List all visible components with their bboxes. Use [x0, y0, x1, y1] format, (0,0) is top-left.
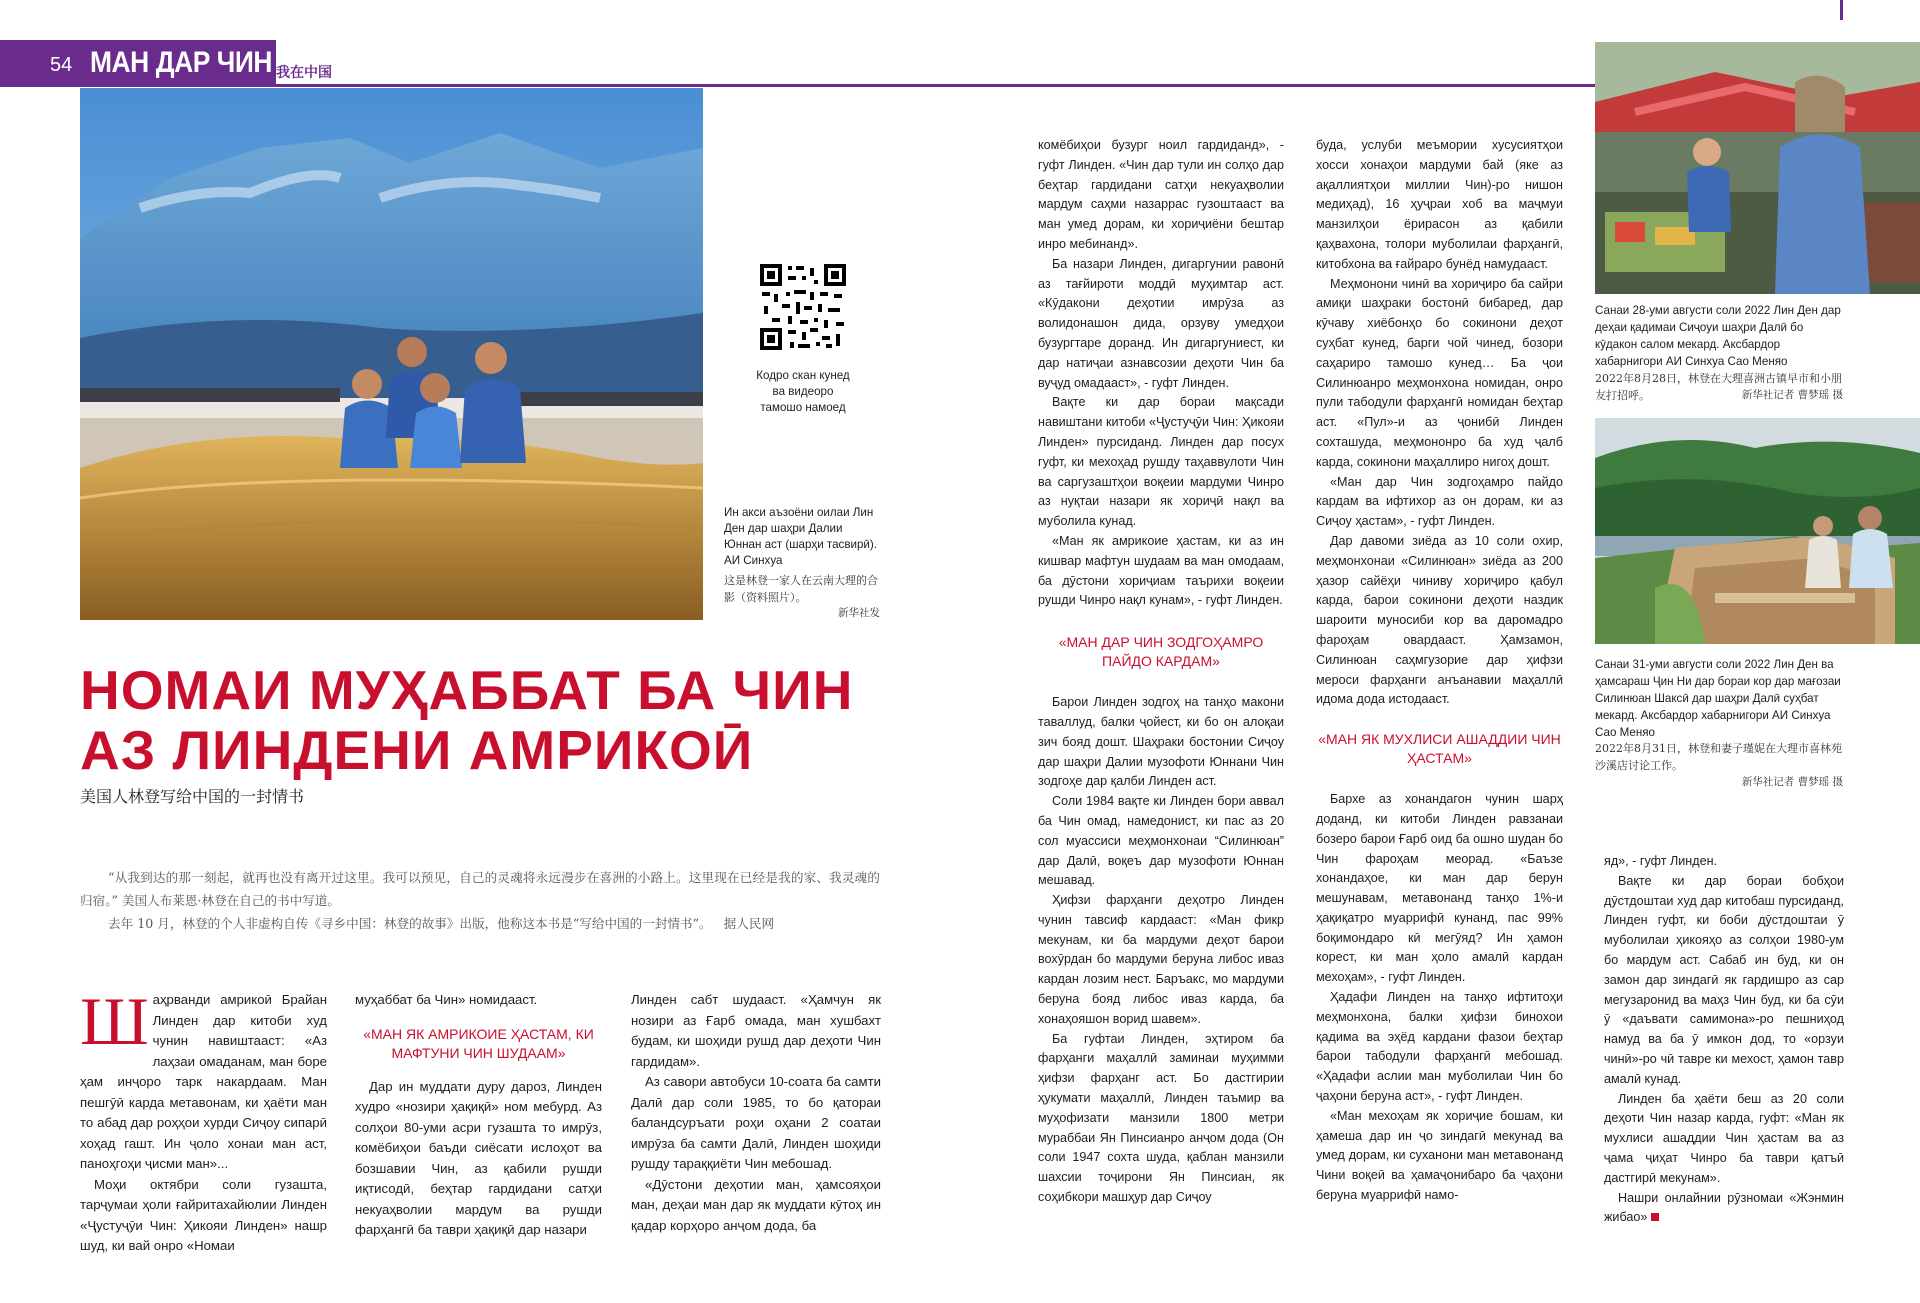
- market-photo-caption-cn: 2022年8月28日，林登在大理喜洲古镇早市和小朋友打招呼。: [1595, 372, 1842, 402]
- drop-cap: Ш: [80, 983, 149, 1059]
- garden-photo-credit: 新华社记者 曹梦瑶 摄: [1741, 776, 1843, 788]
- lead-cn: [80, 866, 880, 935]
- column-6: [1604, 852, 1844, 1228]
- header-rule: [0, 84, 1595, 87]
- market-photo-caption: Санаи 28-уми августи соли 2022 Лин Ден дар деҳаи қадимаи Сиҷоуи шаҳри Далӣ бо кӯдакон салом мекард. Аксбардор хабарнигори АИ Синхуа Сао Меняо: [1595, 304, 1841, 368]
- qr-code[interactable]: [758, 262, 848, 352]
- col3-para-2: Аз савори автобуси 10-соата ба самти Далӣ дар соли 1985, то бо қатораи баландсуръати роҳи оҳани 2 соатаи имрӯза ба самти Далӣ, Линден шоҳиди рушду тараққиёти Чин мебошад.: [631, 1074, 881, 1171]
- col5-subheading: «МАН ЯК МУХЛИСИ АШАДДИИ ЧИН ҲАСТАМ»: [1318, 731, 1561, 767]
- family-photo-caption: Ин акси аъзоёни оилаи Лин Ден дар шаҳри Далии Юннан аст (шарҳи тасвирӣ). АИ Синхуа: [724, 506, 877, 567]
- col6-para-4: [1604, 1189, 1844, 1229]
- col5-para-2: Меҳмонони чинӣ ва хориҷиро ба сайри амиқи шаҳраки бостонӣ бибаред, дар кӯчаву хиёбонҳо бо сокинони деҳот суҳбат кунед, барги чой чинед, бозори саҳариро тамошо кунед… Ба ҷои Силинюанро меҳмонхона номидан, онро пули табодули фарҳангӣ номидан беҳтар аст. «Пул»-и аз ҷонибӣ Линден сохташуда, меҳмононро ба худ ҷалб карда, сокинони маҳаллиро нигоҳ дошт.: [1316, 276, 1563, 469]
- col4-para-7: Ҳифзи фарҳанги деҳотро Линден чунин тавсиф кардааст: «Ман фикр мекунам, ки ба мардуми деҳот барои вохӯрдан бо мардуми беруна либос иваз кардан лозим нест. Баръакс, мо мардуми беруна бояд либос иваз карда, ба хонаҳояшон ворид шавем».: [1038, 893, 1284, 1026]
- col6-para-3: Линден ба ҳаёти беш аз 20 соли деҳоти Чин назар карда, гуфт: «Ман як мухлиси ашаддии Чин ҳастам ва аз ҷама ҷиҳат Чинро ба таври қатъӣ дастгирӣ мекунам».: [1604, 1091, 1844, 1185]
- garden-photo-caption-cn: 2022年8月31日，林登和妻子瑾妮在大理市喜林苑沙溪店讨论工作。: [1595, 742, 1842, 772]
- column-2: [355, 990, 602, 1241]
- col6-para-4-text: Нашри онлайнии рӯзномаи «Жэнмин жибао»: [1604, 1190, 1844, 1225]
- col6-para-1: яд», - гуфт Линден.: [1604, 854, 1718, 868]
- article-title: НОМАИ МУҲАББАТ БА ЧИН АЗ ЛИНДЕНИ АМРИКОӢ: [80, 659, 854, 781]
- column-5: [1316, 136, 1563, 1206]
- col4-para-3: Вақте ки дар бораи мақсади навиштани китоби «Ҷустуҷӯи Чин: Ҳикояи Линден» пурсиданд. Линден дар посух гуфт, ки мехоҳад рушду таҳаввулоти Чин ва саргузаштҳои воқеии мардуми Чинро аз нуқтаи назари як хориҷӣ нақл ва муболила кунад.: [1038, 395, 1284, 529]
- col5-para-4: Дар давоми зиёда аз 10 соли охир, меҳмонхонаи «Силинюан» зиёда аз 200 ҳазор сайёҳи чиниву хориҷиро қабул карда, барои сокинони деҳоти наздик шароити муносиби кор ва даромадро фароҳам овардааст. Ҳамзамон, Силинюан саҳмгузорие дар ҳифзи мероси фарҳанги анъанавии маҳаллӣ идома дода истодааст.: [1316, 533, 1563, 707]
- column-1: [80, 983, 327, 1257]
- col3-para-3: «Дӯстони деҳотии ман, ҳамсояҳои ман, деҳаи ман дар як муддати кӯтоҳ ин қадар корҳоро анҷом дода, ба: [631, 1176, 881, 1233]
- column-4: [1038, 136, 1284, 1208]
- family-photo: [80, 88, 703, 620]
- col1-para-1: аҳрванди амрикоӣ Брайан Линден дар китоби худ чунин навиштааст: «Аз лаҳзаи омаданам, ман боре ҳам инҷоро тарк накардаам. Ман пешгӯӣ карда метавонам, ки ҳаёти ман то абад дар роҳҳои хурди Сиҷоу сипарӣ хоҳад гашт. Ин ҷоло хонаи ман аст, паноҳгоҳи ҷисми ман»...: [80, 992, 327, 1171]
- garden-photo: [1595, 418, 1920, 644]
- col2-subheading: «МАН ЯК АМРИКОИЕ ҲАСТАМ, КИ МАФТУНИ ЧИН ШУДААМ»: [363, 1025, 594, 1061]
- col4-para-6: Соли 1984 вақте ки Линден бори аввал ба Чин омад, намедонист, ки пас аз 20 сол муассиси меҳмонхонаи “Силинюан” дар Далӣ, воқеъ дар музофоти Юннан мешавад.: [1038, 794, 1284, 888]
- col6-para-2: Вақте ки дар бораи бобҳои дӯстдоштаи худ дар китобаш пурсиданд, Линден гуфт, ки боби дӯстдоштаи ӯ муболилаи ҳикояҳо аз солҳои 1980-ум бо мардум аст. Сабаб ин буд, ки он замон дар зиндагӣ як гардишро аз сар мегузаронид ва маҳз Чин буд, ки ба сӯи ӯ «даъвати самимона»-ро пешниҳод намуд ва ба ӯ имкон дод, то «орзуи чинӣ»-ро чӣ тавре ки мехост, ҳамон тавр амалӣ кунад.: [1604, 873, 1844, 1086]
- col5-para-3: «Ман дар Чин зодгоҳамро пайдо кардам ва ифтихор аз он дорам, ки аз Сиҷоу ҳастам», - гуфт Линден.: [1316, 474, 1563, 529]
- col4-para-5: Барои Линден зодгоҳ на танҳо макони таваллуд, балки ҷойест, ки бо он алоқаи зич бояд дошт. Шаҳраки бостонии Сиҷоу дар шаҳри Далии музофоти Юннани Чин зодгоҳе дар қалби Линден аст.: [1038, 695, 1284, 789]
- col2-para-1: муҳаббат ба Чин» номидааст.: [355, 992, 538, 1007]
- col5-para-5: Бархе аз хонандагон чунин шарҳ доданд, ки китоби Линден равзанаи бозеро барои Ғарб оид ба ошно шудан бо Чин фароҳам меорад. «Баъзе хонандаҳое, ки ман дар берун мешунавам, метавонанд танҳо 1%-и ҳақиқатро муаррифӣ кунанд, пас 99% боқимондаро кӣ мегӯяд? Ин ҳамон корест, ки ман ҳоло амалӣ кардан мехоҳам», - гуфт Линден.: [1316, 792, 1563, 985]
- market-photo-credit: 新华社记者 曹梦瑶 摄: [1741, 389, 1843, 401]
- corner-mark: [1840, 0, 1843, 20]
- col3-para-1: Линден сабт шудааст. «Ҳамчун як нозири аз Ғарб омада, ман хушбахт будам, ки шоҳиди рушд дар деҳоти Чин гардидам».: [631, 992, 881, 1069]
- page-number: 54: [50, 54, 73, 76]
- section-title-cn: 我在中国: [276, 65, 332, 81]
- col1-para-2: Моҳи октябри соли гузашта, тарҷумаи ҳоли ғайритахайюлии Линден «Ҷустуҷӯи Чин: Ҳикояи Линден» нашр шуд, ки вай онро «Номаи: [80, 1176, 327, 1253]
- col5-para-6: Ҳадафи Линден на танҳо ифтитоҳи меҳмонхона, балки ҳифзи бинохои қадима ва эҳёд кардани фазои беҳтар барои табодули фарҳангӣ мебошад. «Ҳадафи аслии ман муболилаи Чин бо ҷаҳони беруна аст», - гуфт Линден.: [1316, 990, 1563, 1104]
- col5-para-1: буда, услуби меъмории хусусиятҳои хосси хонаҳои мардуми бай (яке аз ақаллиятҳои миллии Чин)-ро нишон медиҳад), 16 ҳуҷраи хоб ва маҷмуи манзилҳои ёрирасон аз қабили қаҳвахона, толори муболилаи фарҳангӣ, китобхона ва ғайраро бунёд намудааст.: [1316, 138, 1563, 271]
- qr-caption: Кодро скан кунед ва видеоро тамошо намоед: [756, 369, 850, 414]
- end-mark: [1651, 1213, 1659, 1221]
- lead-cn-para-2: [80, 912, 880, 935]
- column-3: [631, 990, 881, 1236]
- col2-para-2: Дар ин муддати дуру дароз, Линден худро «нозири ҳақиқӣ» ном мебурд. Аз солҳои 80-уми асри гузашта то имрӯз, комёбиҳои баъди сиёсати ислоҳот ва бозшавии Чин, аз қабили рушди иқтисодӣ, беҳтар гардидани сатҳи некуаҳволии мардум ва рушди фарҳангӣ ба таври ҳақиқӣ дар назари: [355, 1078, 602, 1237]
- col4-para-1: комёбиҳои бузург ноил гардиданд», - гуфт Линден. «Чин дар тули ин солҳо дар беҳтар гардидани сатҳи некуаҳволии мардум саҳми назаррас гузоштааст ва ман умед дорам, ки хориҷиёни бештар инро мебинанд».: [1038, 138, 1284, 251]
- garden-photo-caption: Санаи 31-уми августи соли 2022 Лин Ден ва ҳамсараш Ҷин Ни дар бораи кор дар мағозаи Силинюан Шаксӣ дар шаҳри Далӣ суҳбат мекард. Аксбардор хабарнигори АИ Синхуа Сао Меняо: [1595, 658, 1841, 739]
- col4-para-2: Ба назари Линден, дигаргунии равонӣ аз тағйироти моддӣ муҳимтар аст. «Кӯдакони деҳотии имрӯза аз волидонашон дида, орзуву умедҳои бузургтаре доранд. Ин дигаргуниест, ки дар натиҷаи азнавсозии деҳоти Чин ба вуҷуд омадааст», - гуфт Линден.: [1038, 256, 1284, 390]
- family-photo-credit: 新华社发: [838, 607, 880, 619]
- col5-para-7: «Ман мехоҳам як хориҷие бошам, ки ҳамеша дар ин ҷо зиндагӣ мекунад ва умед дорам, ки суханони ман метавонанд Чини воқеӣ ва ҳамаҷонибаро ба ҷаҳони беруна муаррифӣ намо-: [1316, 1108, 1563, 1203]
- market-photo: [1595, 42, 1920, 294]
- lead-cn-source: 据人民网: [723, 916, 775, 931]
- col4-para-4: «Ман як амрикоие ҳастам, ки аз ин кишвар мафтун шудаам ва ман омодаам, ба дӯстони хориҷиам таърихи воқеии рушди Чинро нақл кунам», - гуфт Линден.: [1038, 533, 1284, 608]
- section-title: МАН ДАР ЧИН: [90, 46, 273, 79]
- col4-subheading: «МАН ДАР ЧИН ЗОДГОҲАМРО ПАЙДО КАРДАМ»: [1058, 634, 1264, 670]
- family-photo-caption-cn: 这是林登一家人在云南大理的合影（资料照片）。: [724, 574, 878, 604]
- col4-para-8: Ба гуфтаи Линден, эҳтиром ба фарҳанги маҳаллӣ заминаи муҳимми ҳифзи фарҳанг аст. Бо дастгирии ҳукумати маҳаллӣ, Линден таъмир ва муҳофизати манзили 1800 метри мураббаи Ян Пинсианро анҷом дода (Он соли 1947 сохта шуда, қаблан манзили шахсии тоҷирони Ян Пинсиан, як соҳибкори машҳур дар Сиҷоу: [1038, 1031, 1284, 1205]
- article-subtitle-cn: 美国人林登写给中国的一封情书: [80, 787, 305, 806]
- lead-cn-para-2-text: 去年 10 月，林登的个人非虚构自传《寻乡中国：林登的故事》出版，他称这本书是“写给中国的一封情书”。: [108, 916, 712, 931]
- lead-cn-para-1: “从我到达的那一刻起，就再也没有离开过这里。我可以预见，自己的灵魂将永远漫步在喜洲的小路上。这里现在已经是我的家、我灵魂的归宿。” 美国人布莱恩·林登在自己的书中写道。: [80, 870, 880, 908]
